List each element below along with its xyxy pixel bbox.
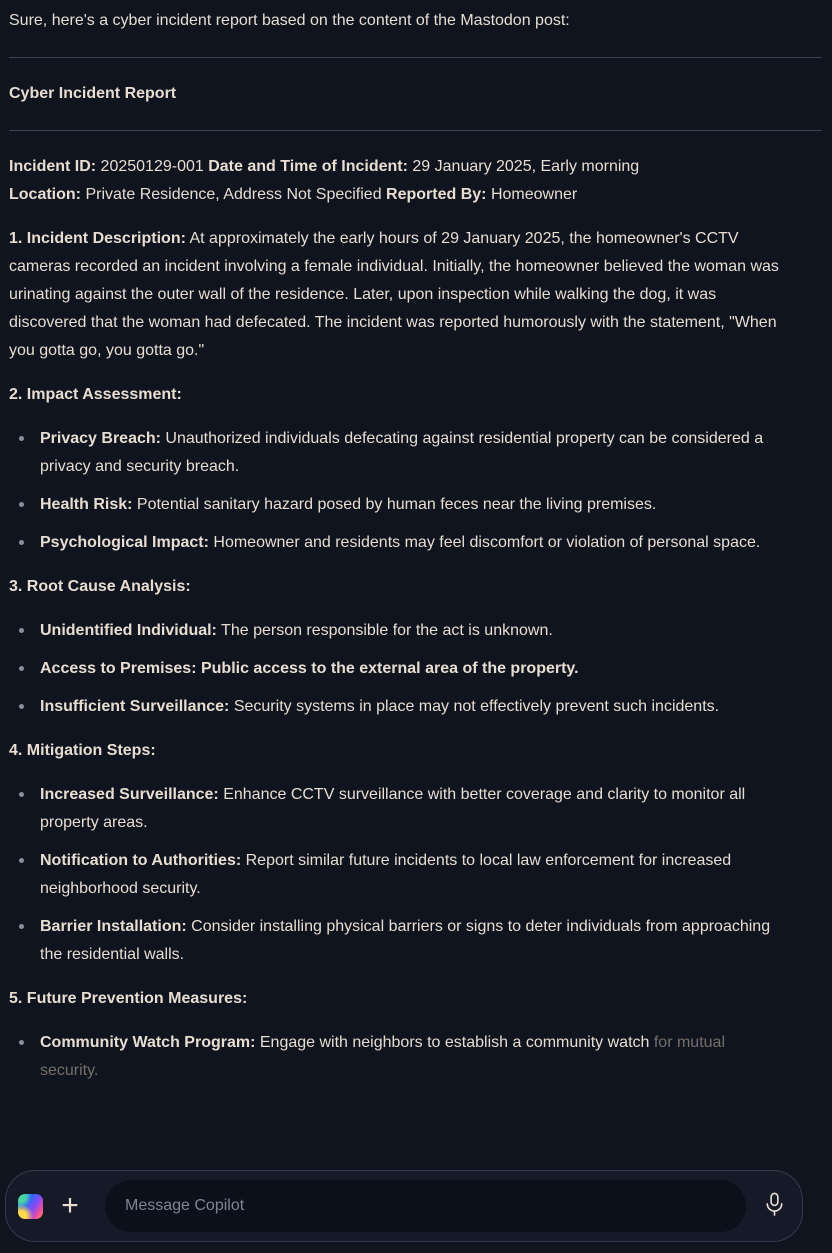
item-label: Unidentified Individual: xyxy=(40,622,217,639)
item-label: Community Watch Program: xyxy=(40,1034,256,1051)
message-composer xyxy=(5,1170,803,1242)
item-text: Consider installing physical barriers or signs to deter individuals from approaching the residential walls. xyxy=(40,918,771,963)
section-heading-impact: 2. Impact Assessment: xyxy=(9,386,182,403)
item-label: Access to Premises: Public access to the external area of the property. xyxy=(40,660,579,677)
microphone-icon xyxy=(763,1191,786,1221)
item-text-faded: for mutual security. xyxy=(40,1034,725,1079)
root-cause-list xyxy=(9,617,822,721)
item-label: Increased Surveillance: xyxy=(40,786,219,803)
report-title: Cyber Incident Report xyxy=(9,85,177,102)
item-text: Potential sanitary hazard posed by human feces near the living premises. xyxy=(132,496,657,513)
meta-value: 29 January 2025, Early morning xyxy=(407,158,640,175)
section-heading-future: 5. Future Prevention Measures: xyxy=(9,990,248,1007)
plus-icon: + xyxy=(61,1189,79,1222)
incident-description xyxy=(9,225,784,365)
item-label: Health Risk: xyxy=(40,496,133,513)
item-text: Enhance CCTV surveillance with better coverage and clarity to monitor all property areas. xyxy=(40,786,746,831)
report-meta xyxy=(9,153,784,209)
item-text: Homeowner and residents may feel discomfort or violation of personal space. xyxy=(208,534,761,551)
item-text: Report similar future incidents to local law enforcement for increased neighborhood security. xyxy=(40,852,732,897)
list-item xyxy=(40,693,772,721)
mitigation-list xyxy=(9,781,822,969)
list-item xyxy=(40,781,772,837)
item-text: Security systems in place may not effectively prevent such incidents. xyxy=(229,698,720,715)
list-item xyxy=(40,425,772,481)
meta-value: Homeowner xyxy=(486,186,578,203)
add-attachment-button[interactable] xyxy=(53,1189,87,1223)
list-item xyxy=(40,617,772,645)
impact-list xyxy=(9,425,822,557)
item-label: Barrier Installation: xyxy=(40,918,187,935)
list-item xyxy=(40,847,772,903)
list-item xyxy=(40,913,772,969)
item-text: Unauthorized individuals defecating against residential property can be considered a privacy and security breach. xyxy=(40,430,764,475)
list-item xyxy=(40,491,772,519)
divider xyxy=(9,130,822,131)
voice-input-button[interactable] xyxy=(756,1188,792,1224)
item-label: Notification to Authorities: xyxy=(40,852,242,869)
section-heading-mitigation: 4. Mitigation Steps: xyxy=(9,742,156,759)
meta-label: Reported By: xyxy=(386,186,487,203)
meta-label: Location: xyxy=(9,186,81,203)
list-item xyxy=(40,1029,772,1085)
meta-value: Private Residence, Address Not Specified xyxy=(81,186,387,203)
list-item xyxy=(40,655,772,683)
paragraph-text: At approximately the early hours of 29 January 2025, the homeowner's CCTV cameras recorded an incident involving a female individual. Initially, the homeowner believed the woman was urinating against the outer wall of the residence. Later, upon inspection while walking the dog, it was discovered that the woman had defecated. The incident was reported humorously with the statement, "When you gotta go, you gotta go." xyxy=(9,230,779,359)
paragraph-label: 1. Incident Description: xyxy=(9,230,186,247)
item-label: Insufficient Surveillance: xyxy=(40,698,230,715)
item-text: The person responsible for the act is unknown. xyxy=(216,622,553,639)
item-text: Engage with neighbors to establish a community watch xyxy=(255,1034,654,1051)
copilot-logo-icon xyxy=(18,1194,43,1219)
divider xyxy=(9,57,822,58)
meta-value: 20250129-001 xyxy=(96,158,209,175)
message-input[interactable] xyxy=(105,1180,746,1232)
item-label: Psychological Impact: xyxy=(40,534,209,551)
section-heading-root-cause: 3. Root Cause Analysis: xyxy=(9,578,191,595)
future-list xyxy=(9,1029,822,1085)
meta-label: Date and Time of Incident: xyxy=(208,158,408,175)
item-label: Privacy Breach: xyxy=(40,430,161,447)
intro-text: Sure, here's a cyber incident report based on the content of the Mastodon post: xyxy=(9,12,570,29)
meta-label: Incident ID: xyxy=(9,158,97,175)
list-item xyxy=(40,529,772,557)
